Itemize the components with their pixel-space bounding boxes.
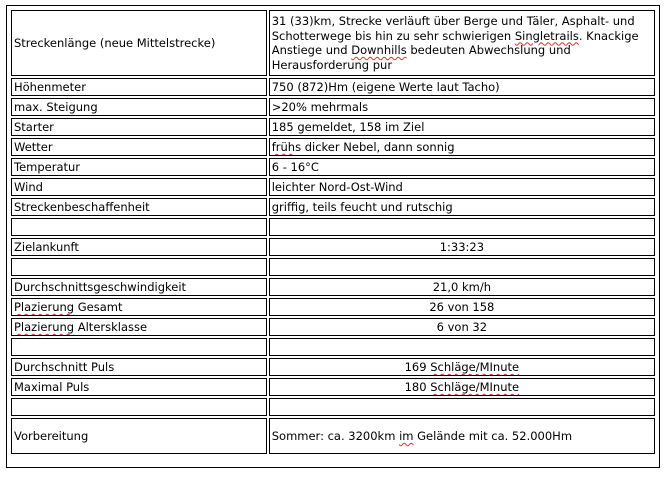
- row-value: 6 - 16°C: [269, 158, 655, 176]
- spellcheck-word: früh: [271, 140, 296, 154]
- table-row: [11, 138, 655, 156]
- row-label: max. Steigung: [11, 98, 267, 116]
- table-row: [11, 298, 655, 316]
- row-value: >20% mehrmals: [269, 98, 655, 116]
- table-row: [11, 158, 655, 176]
- table-row: [11, 178, 655, 196]
- race-report-table: [9, 8, 657, 456]
- row-value: Sommer: ca. 3200km im Gelände mit ca. 52.000Hm: [269, 418, 655, 454]
- row-value: 1:33:23: [269, 238, 655, 256]
- row-value: 750 (872)Hm (eigene Werte laut Tacho): [269, 78, 655, 96]
- spacer-row: [11, 338, 655, 356]
- row-label: Temperatur: [11, 158, 267, 176]
- row-value: 180 Schläge/MInute: [269, 378, 655, 396]
- row-label: Streckenlänge (neue Mittelstrecke): [11, 10, 267, 76]
- table-row: [11, 10, 655, 76]
- spellcheck-word: im: [399, 429, 414, 443]
- empty-cell: [269, 398, 655, 416]
- empty-cell: [11, 338, 267, 356]
- spellcheck-word: Plazierung: [14, 300, 75, 314]
- row-value: 6 von 32: [269, 318, 655, 336]
- table-row: [11, 358, 655, 376]
- row-value: 21,0 km/h: [269, 278, 655, 296]
- table-row: [11, 238, 655, 256]
- row-value: 169 Schläge/MInute: [269, 358, 655, 376]
- row-label: Höhenmeter: [11, 78, 267, 96]
- table-row: [11, 198, 655, 216]
- spellcheck-word: Singletrails: [514, 28, 579, 43]
- row-label: Zielankunft: [11, 238, 267, 256]
- table-row: [11, 78, 655, 96]
- empty-cell: [269, 338, 655, 356]
- row-label: Durchschnitt Puls: [11, 358, 267, 376]
- row-label: Streckenbeschaffenheit: [11, 198, 267, 216]
- spacer-row: [11, 398, 655, 416]
- empty-cell: [269, 258, 655, 276]
- empty-cell: [11, 258, 267, 276]
- spellcheck-word: Schläge/MInute: [430, 360, 520, 374]
- table-row: [11, 278, 655, 296]
- row-value: 31 (33)km, Strecke verläuft über Berge und Täler, Asphalt- und Schotterwege bis hin zu sehr schwierigen Singletrails. Knackige Anstiege und Downhills bedeuten Abwechslung und Herausforderung pur: [269, 10, 655, 76]
- empty-cell: [11, 218, 267, 236]
- table-row: [11, 98, 655, 116]
- row-label: Wind: [11, 178, 267, 196]
- row-value: 26 von 158: [269, 298, 655, 316]
- row-label: Vorbereitung: [11, 418, 267, 454]
- row-value: griffig, teils feucht und rutschig: [269, 198, 655, 216]
- row-value: leichter Nord-Ost-Wind: [269, 178, 655, 196]
- table-row: [11, 378, 655, 396]
- row-label: Starter: [11, 118, 267, 136]
- spellcheck-word: Schläge/MInute: [430, 380, 520, 394]
- table-row: [11, 118, 655, 136]
- row-value: 185 gemeldet, 158 im Ziel: [269, 118, 655, 136]
- spacer-row: [11, 218, 655, 236]
- row-label: Plazierung Gesamt: [11, 298, 267, 316]
- row-value: frühs dicker Nebel, dann sonnig: [269, 138, 655, 156]
- table-row: [11, 318, 655, 336]
- row-label: Wetter: [11, 138, 267, 156]
- table-row: [11, 418, 655, 454]
- row-label: Durchschnittsgeschwindigkeit: [11, 278, 267, 296]
- spacer-row: [11, 258, 655, 276]
- spellcheck-word: Plazierung: [14, 320, 75, 334]
- race-report-table-frame: [6, 5, 660, 468]
- row-label: Maximal Puls: [11, 378, 267, 396]
- row-label: Plazierung Altersklasse: [11, 318, 267, 336]
- empty-cell: [11, 398, 267, 416]
- empty-cell: [269, 218, 655, 236]
- spellcheck-word: Downhills: [351, 43, 407, 57]
